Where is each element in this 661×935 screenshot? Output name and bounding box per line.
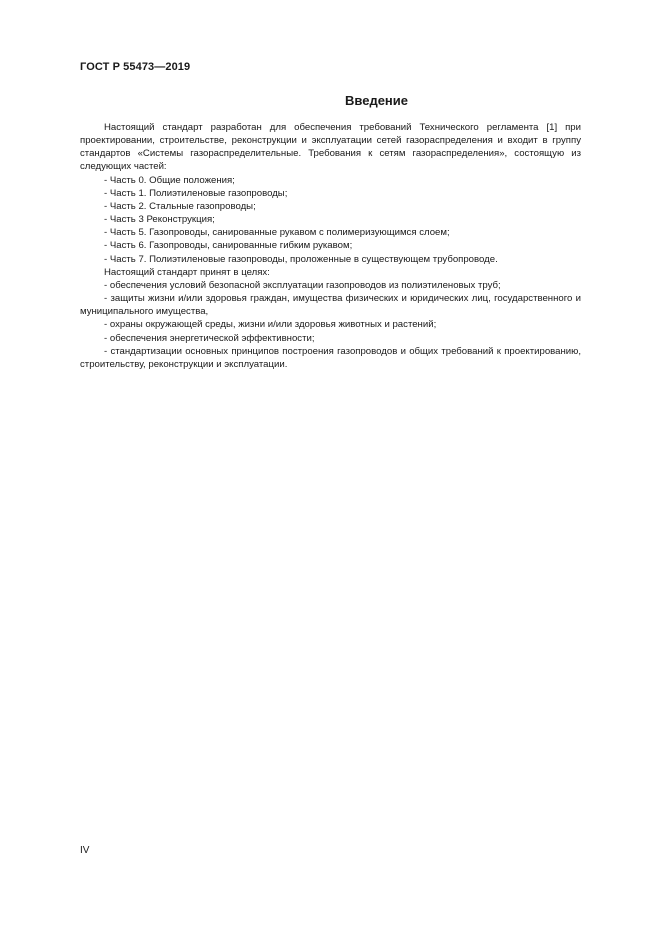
- paragraph: Настоящий стандарт разработан для обеспечения требований Технического регламента [1] при проектировании, строительстве, реконструкции и эксплуатации сетей газораспределения и входит в группу стандартов «Системы газораспределительные. Требования к сетям газораспределения», состоящую из следующих частей:: [80, 122, 581, 173]
- list-item: - обеспечения энергетической эффективности;: [104, 332, 315, 344]
- paragraph: Настоящий стандарт принят в целях:: [104, 266, 270, 278]
- list-item: - Часть 2. Стальные газопроводы;: [104, 200, 256, 212]
- page-number: IV: [80, 845, 90, 856]
- list-item: - Часть 3 Реконструкция;: [104, 214, 215, 226]
- list-item: - Часть 5. Газопроводы, санированные рукавом с полимеризующимся слоем;: [104, 227, 450, 239]
- list-item: - Часть 0. Общие положения;: [104, 174, 235, 186]
- list-item: - стандартизации основных принципов построения газопроводов и общих требований к проектированию, строительству, реконструкции и эксплуатации.: [80, 345, 581, 370]
- list-item: - Часть 1. Полиэтиленовые газопроводы;: [104, 187, 288, 199]
- list-item: - обеспечения условий безопасной эксплуатации газопроводов из полиэтиленовых труб;: [104, 279, 501, 291]
- list-item: - защиты жизни и/или здоровья граждан, имущества физических и юридических лиц, государственного и муниципального имущества,: [80, 293, 581, 318]
- document-body: [80, 121, 581, 371]
- document-code: ГОСТ Р 55473—2019: [80, 61, 191, 73]
- list-item: - Часть 7. Полиэтиленовые газопроводы, проложенные в существующем трубопроводе.: [104, 253, 498, 265]
- list-item: - охраны окружающей среды, жизни и/или здоровья животных и растений;: [104, 319, 437, 331]
- list-item: - Часть 6. Газопроводы, санированные гибким рукавом;: [104, 240, 353, 252]
- section-title: Введение: [345, 93, 408, 108]
